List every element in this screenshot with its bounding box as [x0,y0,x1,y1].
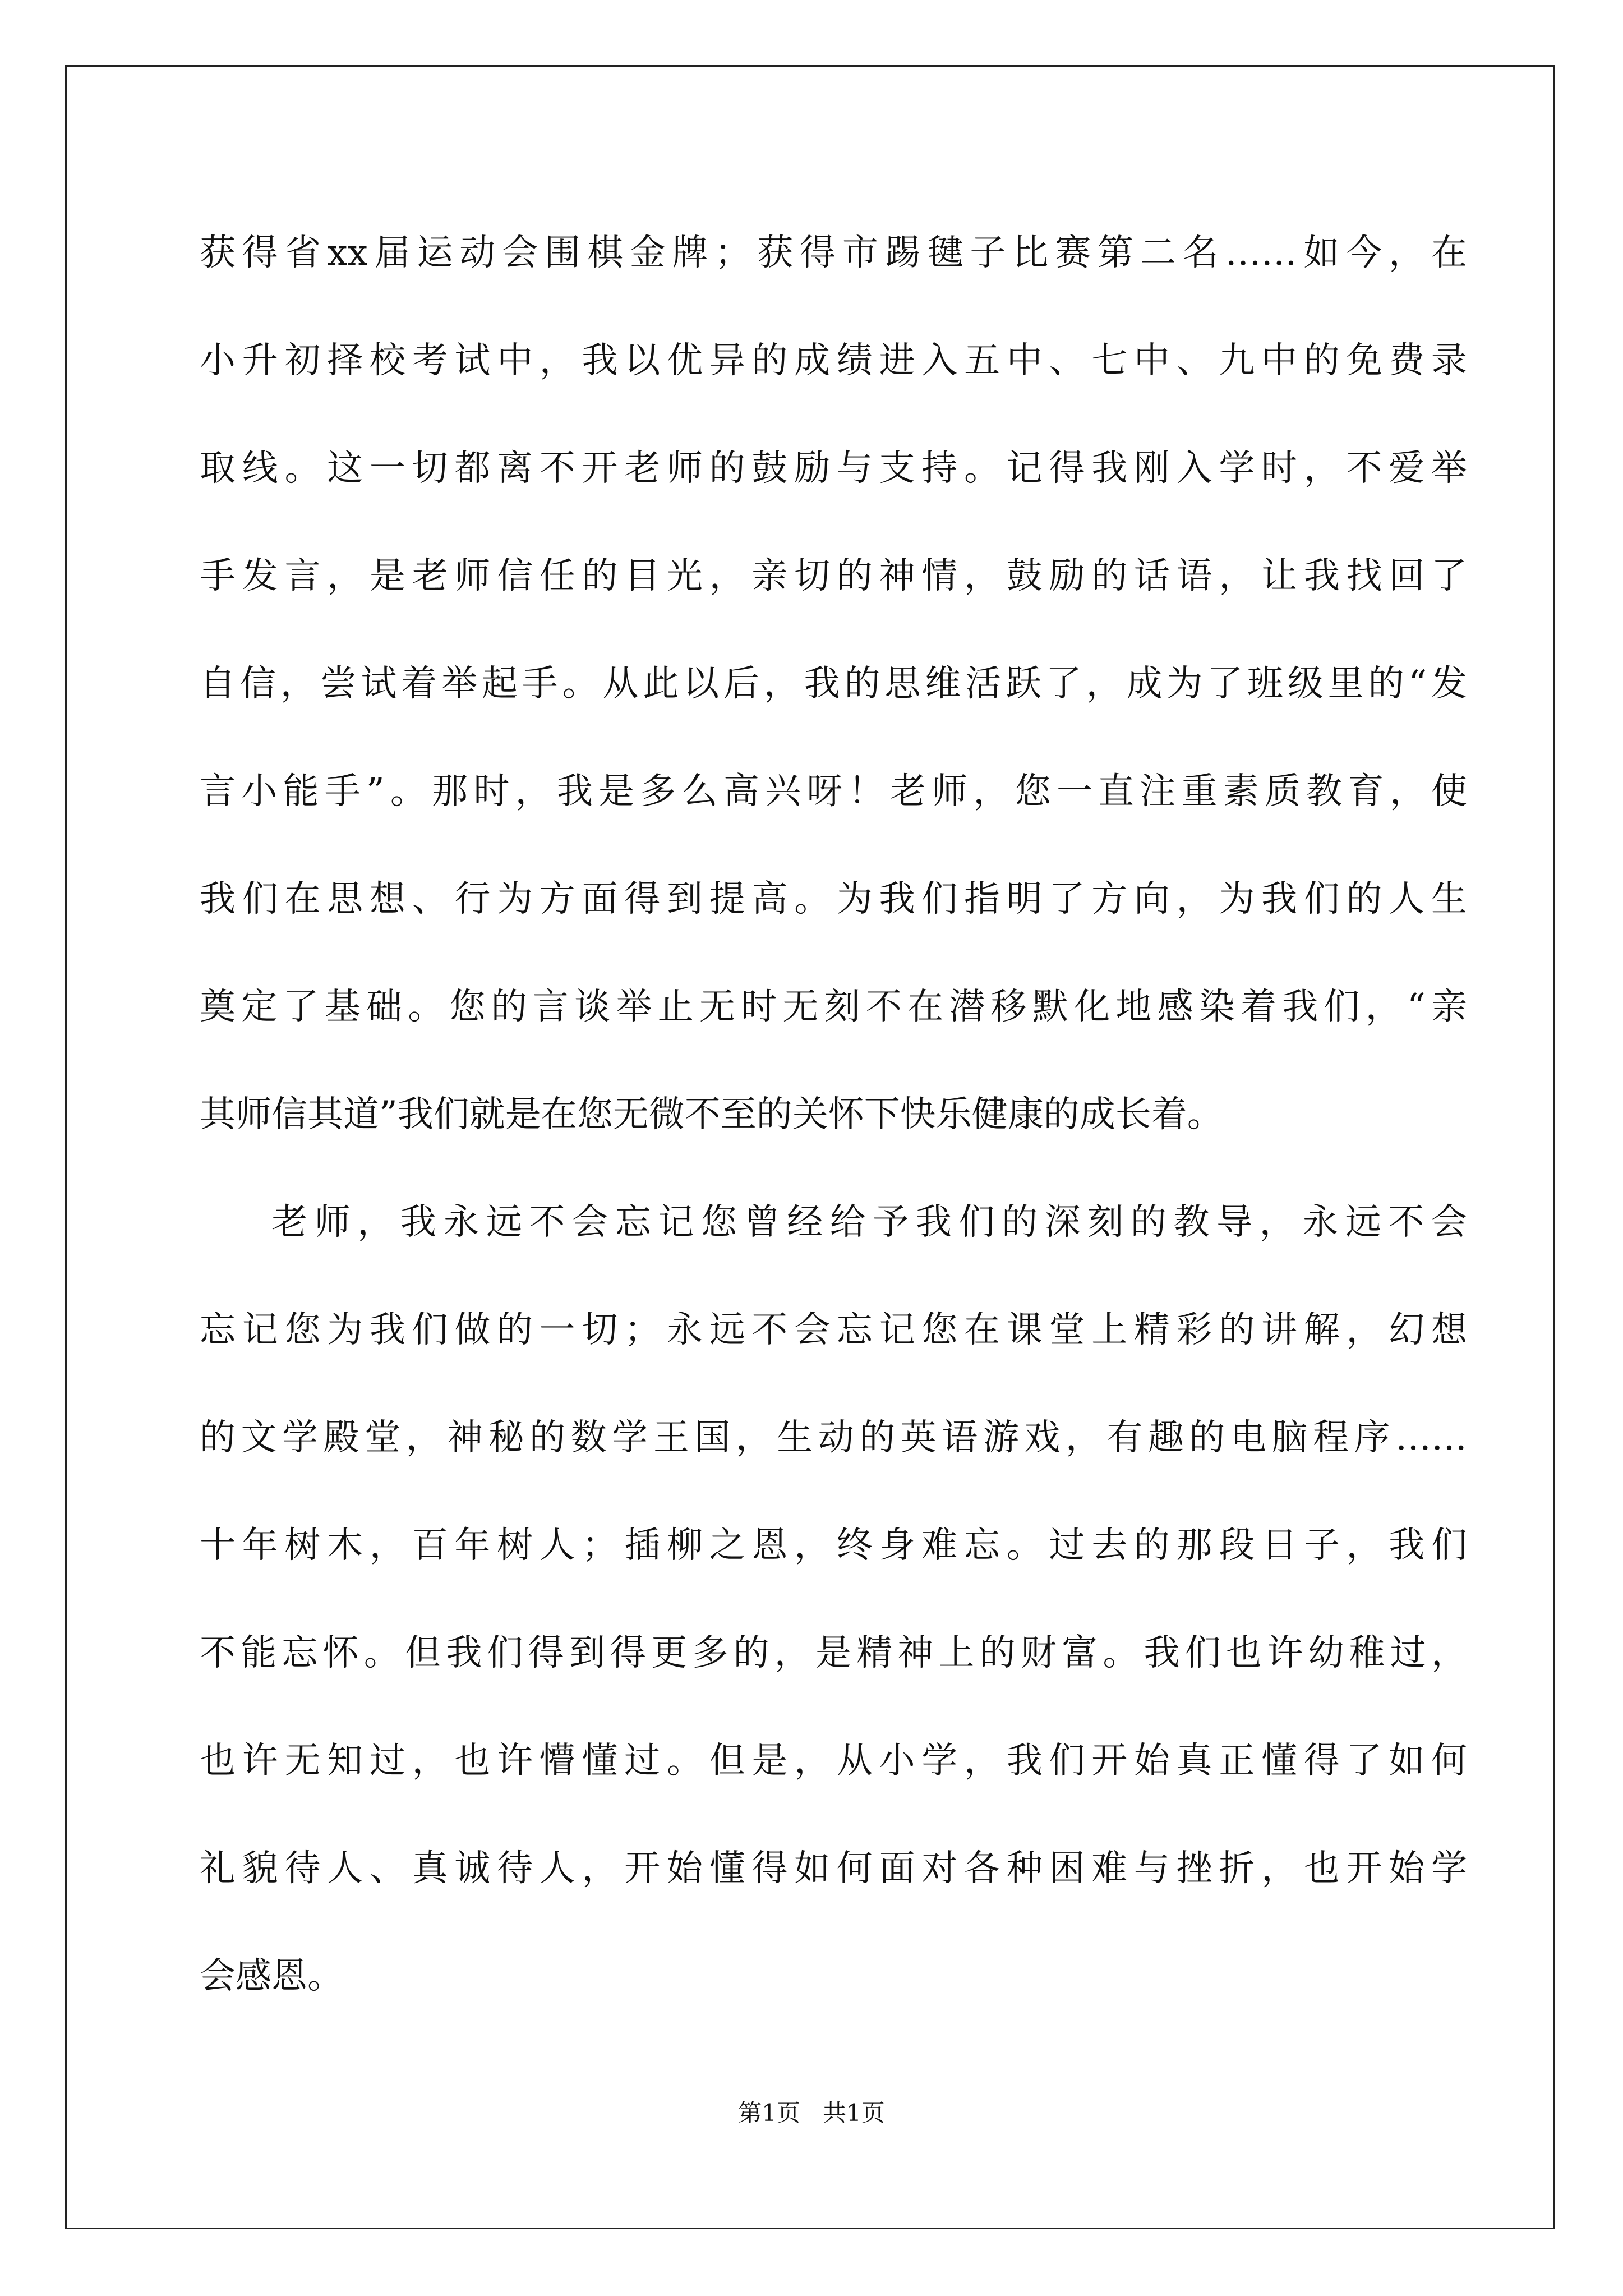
text-line: 取线。这一切都离不开老师的鼓励与支持。记得我刚入学时，不爱举 [200,448,1467,489]
text-line: 手发言，是老师信任的目光，亲切的神情，鼓励的话语，让我找回了 [200,555,1467,597]
text-line: 我们在思想、行为方面得到提高。为我们指明了方向，为我们的人生 [200,878,1467,920]
document-body [200,199,1467,2030]
page-number-footer: 第1页 共1页 [738,2099,885,2127]
paragraph-last-line: 其师信其道”我们就是在您无微不至的关怀下快乐健康的成长着。 [200,1094,1223,1135]
paragraph-last-line: 会感恩。 [200,1955,343,1997]
text-line: 礼貌待人、真诚待人，开始懂得如何面对各种困难与挫折，也开始学 [200,1848,1467,1889]
text-line: 十年树木，百年树人；插柳之恩，终身难忘。过去的那段日子，我们 [200,1525,1467,1566]
text-line: 获得省xx届运动会围棋金牌；获得市踢毽子比赛第二名……如今，在 [200,232,1467,274]
text-line: 小升初择校考试中，我以优异的成绩进入五中、七中、九中的免费录 [200,340,1467,381]
text-line: 奠定了基础。您的言谈举止无时无刻不在潜移默化地感染着我们，“亲 [200,986,1467,1028]
text-line: 不能忘怀。但我们得到得更多的，是精神上的财富。我们也许幼稚过， [200,1632,1467,1674]
text-line: 也许无知过，也许懵懂过。但是，从小学，我们开始真正懂得了如何 [200,1740,1467,1782]
text-line: 忘记您为我们做的一切；永远不会忘记您在课堂上精彩的讲解，幻想 [200,1309,1467,1351]
text-line: 自信，尝试着举起手。从此以后，我的思维活跃了，成为了班级里的“发 [200,663,1467,705]
text-line: 的文学殿堂，神秘的数学王国，生动的英语游戏，有趣的电脑程序…… [200,1417,1467,1458]
text-line: 言小能手”。那时，我是多么高兴呀！老师，您一直注重素质教育，使 [200,771,1467,812]
paragraph-first-line: 老师，我永远不会忘记您曾经给予我们的深刻的教导，永远不会 [271,1202,1467,1243]
